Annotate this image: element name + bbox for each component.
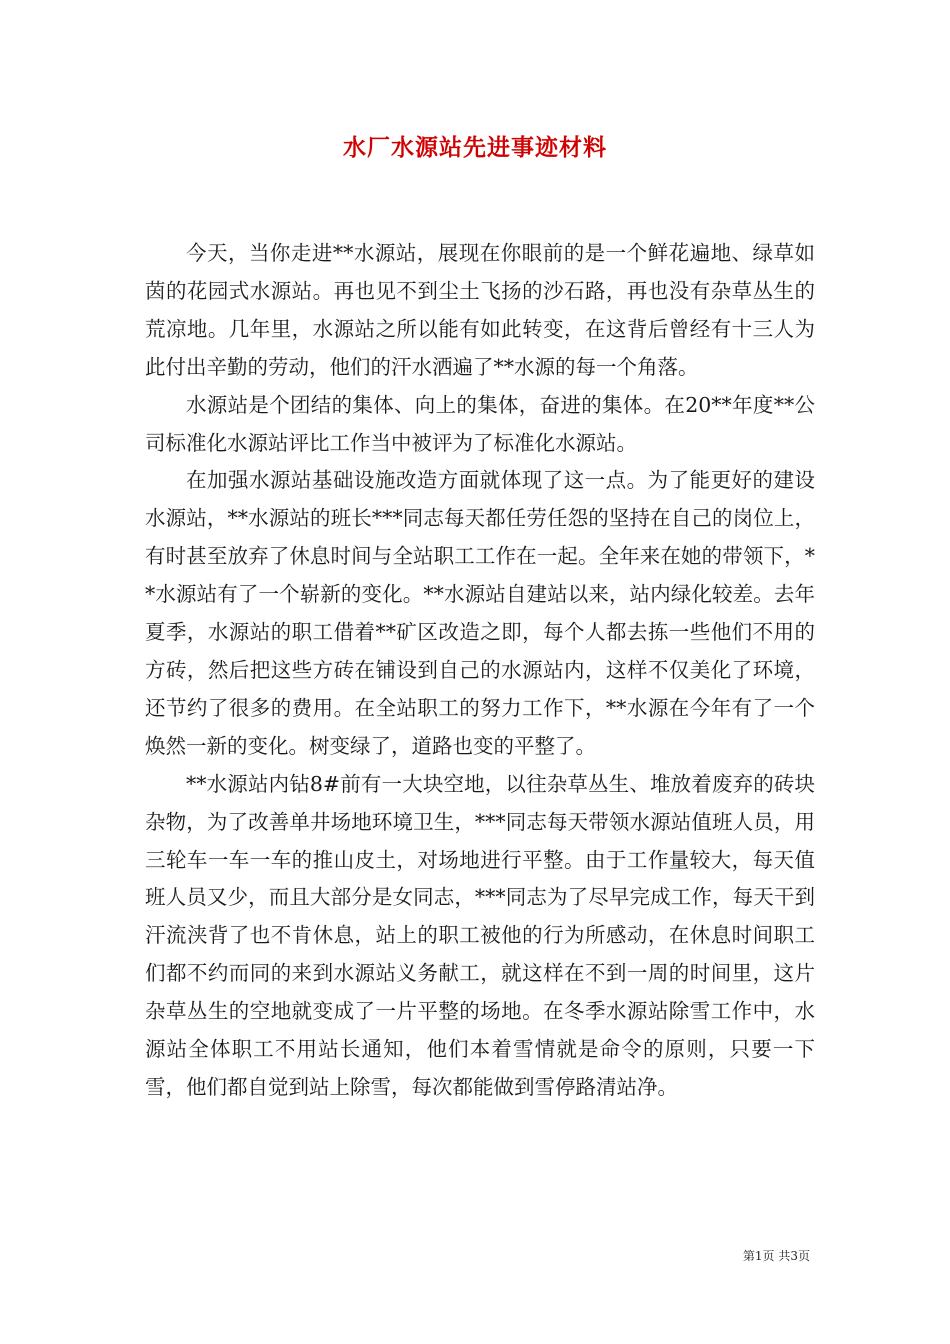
document-title: 水厂水源站先进事迹材料 bbox=[343, 134, 607, 161]
paragraph-2: 水源站是个团结的集体、向上的集体，奋进的集体。在20**年度**公司标准化水源站评比工作当中被评为了标准化水源站。 bbox=[145, 392, 815, 455]
paragraph-3: 在加强水源站基础设施改造方面就体现了这一点。为了能更好的建设水源站，**水源站的班长***同志每天都任劳任怨的坚持在自己的岗位上，有时甚至放弃了休息时间与全站职工工作在一起。全年来在她的带领下，**水源站有了一个崭新的变化。**水源站自建站以来，站内绿化较差。去年夏季，水源站的职工借着**矿区改造之即，每个人都去拣一些他们不用的方砖，然后把这些方砖在铺设到自己的水源站内，这样不仅美化了环境，还节约了很多的费用。在全站职工的努力工作下，**水源在今年有了一个焕然一新的变化。树变绿了，道路也变的平整了。 bbox=[145, 468, 815, 758]
page-number-footer: 第1页 共3页 bbox=[742, 1249, 810, 1263]
paragraph-1: 今天，当你走进**水源站，展现在你眼前的是一个鲜花遍地、绿草如茵的花园式水源站。再也见不到尘土飞扬的沙石路，再也没有杂草丛生的荒凉地。几年里，水源站之所以能有如此转变，在这背后曾经有十三人为此付出辛勤的劳动，他们的汗水洒遍了**水源的每一个角落。 bbox=[145, 241, 815, 379]
paragraph-4: **水源站内钻8#前有一大块空地，以往杂草丛生、堆放着废弃的砖块杂物，为了改善单井场地环境卫生，***同志每天带领水源站值班人员，用三轮车一车一车的推山皮土，对场地进行平整。由于工作量较大，每天值班人员又少，而且大部分是女同志，***同志为了尽早完成工作，每天干到汗流浃背了也不肯休息，站上的职工被他的行为所感动，在休息时间职工们都不约而同的来到水源站义务献工，就这样在不到一周的时间里，这片杂草丛生的空地就变成了一片平整的场地。在冬季水源站除雪工作中，水源站全体职工不用站长通知，他们本着雪情就是命令的原则，只要一下雪，他们都自觉到站上除雪，每次都能做到雪停路清站净。 bbox=[145, 771, 815, 1099]
document-body bbox=[145, 235, 815, 1107]
